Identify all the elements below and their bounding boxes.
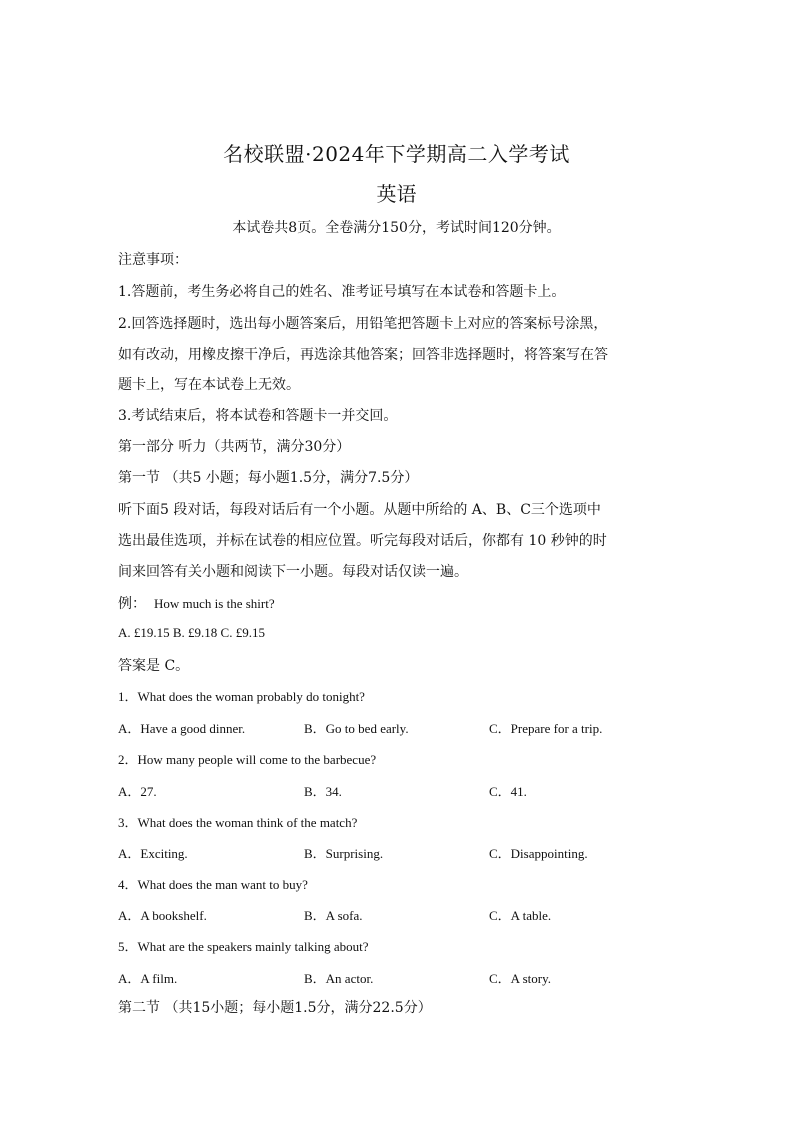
part1-heading: 第一部分 听力（共两节，满分30分） <box>118 439 351 455</box>
exam-title: 名校联盟·2024年下学期高二入学考试 <box>223 142 570 166</box>
question-5-option-c: C．A story. <box>489 971 551 986</box>
question-3-option-a: A．Exciting. <box>118 846 188 861</box>
question-2: 2．How many people will come to the barbecue? <box>118 752 377 767</box>
question-1-option-c: C．Prepare for a trip. <box>489 721 603 736</box>
subject-title: 英语 <box>376 182 417 206</box>
exam-info: 本试卷共8页。全卷满分150分，考试时间120分钟。 <box>232 220 561 236</box>
example-question-text: How much is the shirt? <box>154 596 275 611</box>
question-4: 4．What does the man want to buy? <box>118 877 308 892</box>
question-4-option-c: C．A table. <box>489 908 552 923</box>
notes-heading: 注意事项： <box>118 252 188 268</box>
example-label: 例： <box>118 596 146 612</box>
note-item-2-line-1: 2.回答选择题时，选出每小题答案后，用铅笔把答题卡上对应的答案标号涂黑， <box>118 316 608 332</box>
instructions-line-2: 选出最佳选项，并标在试卷的相应位置。听完每段对话后，你都有 10 秒钟的时 <box>118 533 607 549</box>
question-1: 1．What does the woman probably do tonight? <box>118 689 365 704</box>
question-4-option-a: A．A bookshelf. <box>118 908 207 923</box>
question-2-option-b: B．34. <box>304 784 342 799</box>
question-2-option-a: A．27. <box>118 784 157 799</box>
question-4-option-b: B．A sofa. <box>304 908 363 923</box>
question-5-option-a: A．A film. <box>118 971 178 986</box>
question-1-option-b: B．Go to bed early. <box>304 721 409 736</box>
question-5: 5．What are the speakers mainly talking about? <box>118 939 369 954</box>
example-answer: 答案是 C。 <box>118 658 190 674</box>
question-2-option-c: C．41. <box>489 784 527 799</box>
instructions-line-1: 听下面5 段对话，每段对话后有一个小题。从题中所给的 A、B、C三个选项中 <box>118 502 601 518</box>
question-3-option-c: C．Disappointing. <box>489 846 588 861</box>
note-item-3: 3.考试结束后，将本试卷和答题卡一并交回。 <box>118 408 398 424</box>
example-question <box>118 593 678 613</box>
note-item-2-line-3: 题卡上，写在本试卷上无效。 <box>118 377 300 393</box>
question-3-option-b: B．Surprising. <box>304 846 384 861</box>
section2-heading: 第二节 （共15小题；每小题1.5分，满分22.5分） <box>118 1000 432 1016</box>
example-options: A. £19.15 B. £9.18 C. £9.15 <box>118 625 265 640</box>
question-5-option-b: B．An actor. <box>304 971 374 986</box>
note-item-2-line-2: 如有改动，用橡皮擦干净后，再选涂其他答案；回答非选择题时，将答案写在答 <box>118 347 608 363</box>
question-3: 3．What does the woman think of the match? <box>118 815 358 830</box>
note-item-1: 1.答题前，考生务必将自己的姓名、准考证号填写在本试卷和答题卡上。 <box>118 284 566 300</box>
question-1-option-a: A．Have a good dinner. <box>118 721 246 736</box>
instructions-line-3: 间来回答有关小题和阅读下一小题。每段对话仅读一遍。 <box>118 564 468 580</box>
section1-heading: 第一节 （共5 小题；每小题1.5分，满分7.5分） <box>118 470 419 486</box>
